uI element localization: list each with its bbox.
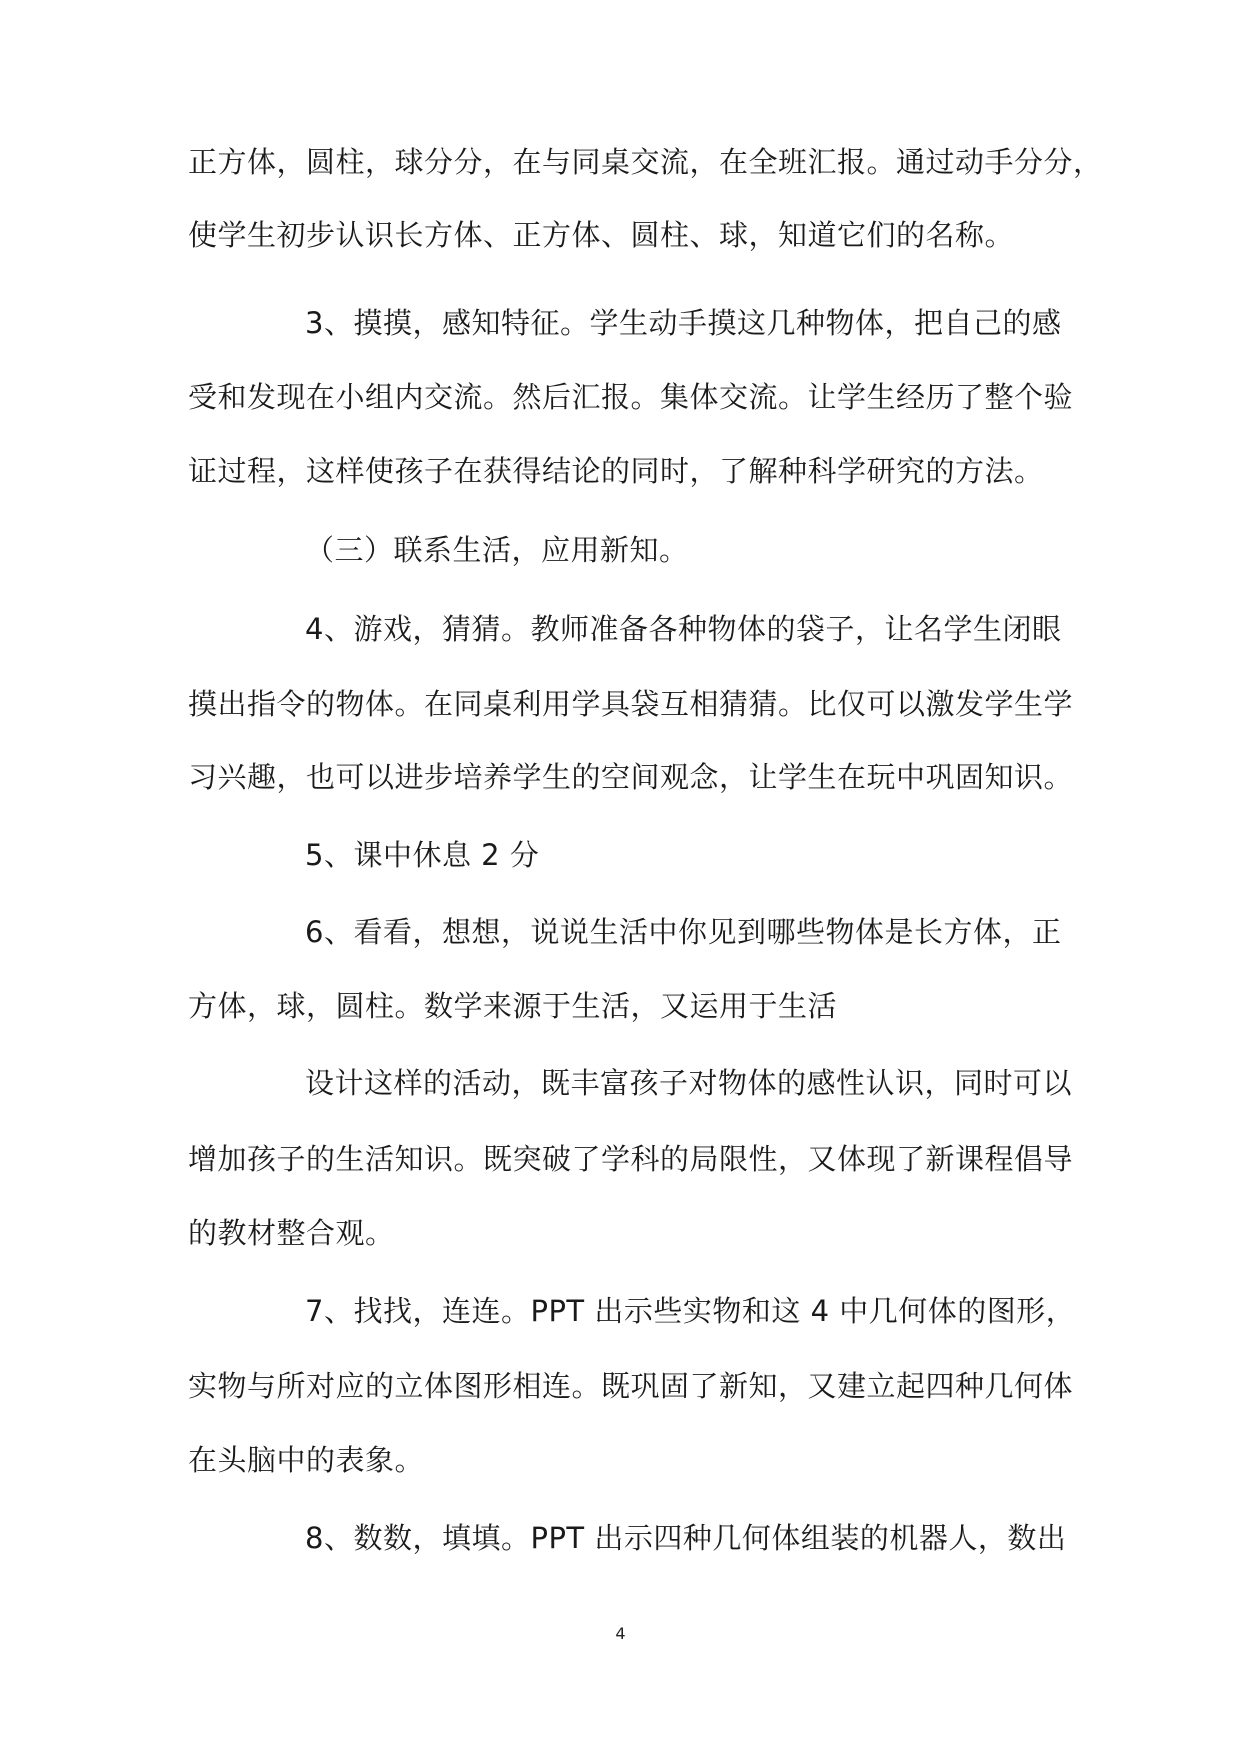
text-line: 3、摸摸，感知特征。学生动手摸这几种物体，把自己的感	[305, 306, 1062, 340]
text-line: 证过程，这样使孩子在获得结论的同时，了解种科学研究的方法。	[188, 454, 1044, 488]
text-line: 实物与所对应的立体图形相连。既巩固了新知，又建立起四种几何体	[188, 1369, 1074, 1403]
text-line: 6、看看，想想，说说生活中你见到哪些物体是长方体，正	[305, 915, 1062, 949]
text-line: 方体，球，圆柱。数学来源于生活，又运用于生活	[188, 989, 838, 1023]
text-line: 受和发现在小组内交流。然后汇报。集体交流。让学生经历了整个验	[188, 380, 1074, 414]
text-line: 正方体，圆柱，球分分，在与同桌交流，在全班汇报。通过动手分分，	[188, 145, 1103, 179]
text-line: 7、找找，连连。PPT 出示些实物和这 4 中几何体的图形，	[305, 1294, 1076, 1328]
text-line: 在头脑中的表象。	[188, 1443, 425, 1477]
text-line: 摸出指令的物体。在同桌利用学具袋互相猜猜。比仅可以激发学生学	[188, 687, 1074, 721]
text-line: 增加孩子的生活知识。既突破了学科的局限性，又体现了新课程倡导	[188, 1142, 1074, 1176]
page-number: 4	[615, 1624, 626, 1643]
text-line: 5、课中休息 2 分	[305, 838, 540, 872]
text-line: 8、数数，填填。PPT 出示四种几何体组装的机器人，数出	[305, 1521, 1067, 1555]
text-line: 使学生初步认识长方体、正方体、圆柱、球，知道它们的名称。	[188, 218, 1015, 252]
text-line: 4、游戏，猜猜。教师准备各种物体的袋子，让名学生闭眼	[305, 612, 1062, 646]
section-heading: （三）联系生活，应用新知。	[305, 533, 689, 567]
text-line: 的教材整合观。	[188, 1216, 395, 1250]
text-line: 习兴趣，也可以进步培养学生的空间观念，让学生在玩中巩固知识。	[188, 760, 1074, 794]
text-line: 设计这样的活动，既丰富孩子对物体的感性认识，同时可以	[305, 1066, 1073, 1100]
